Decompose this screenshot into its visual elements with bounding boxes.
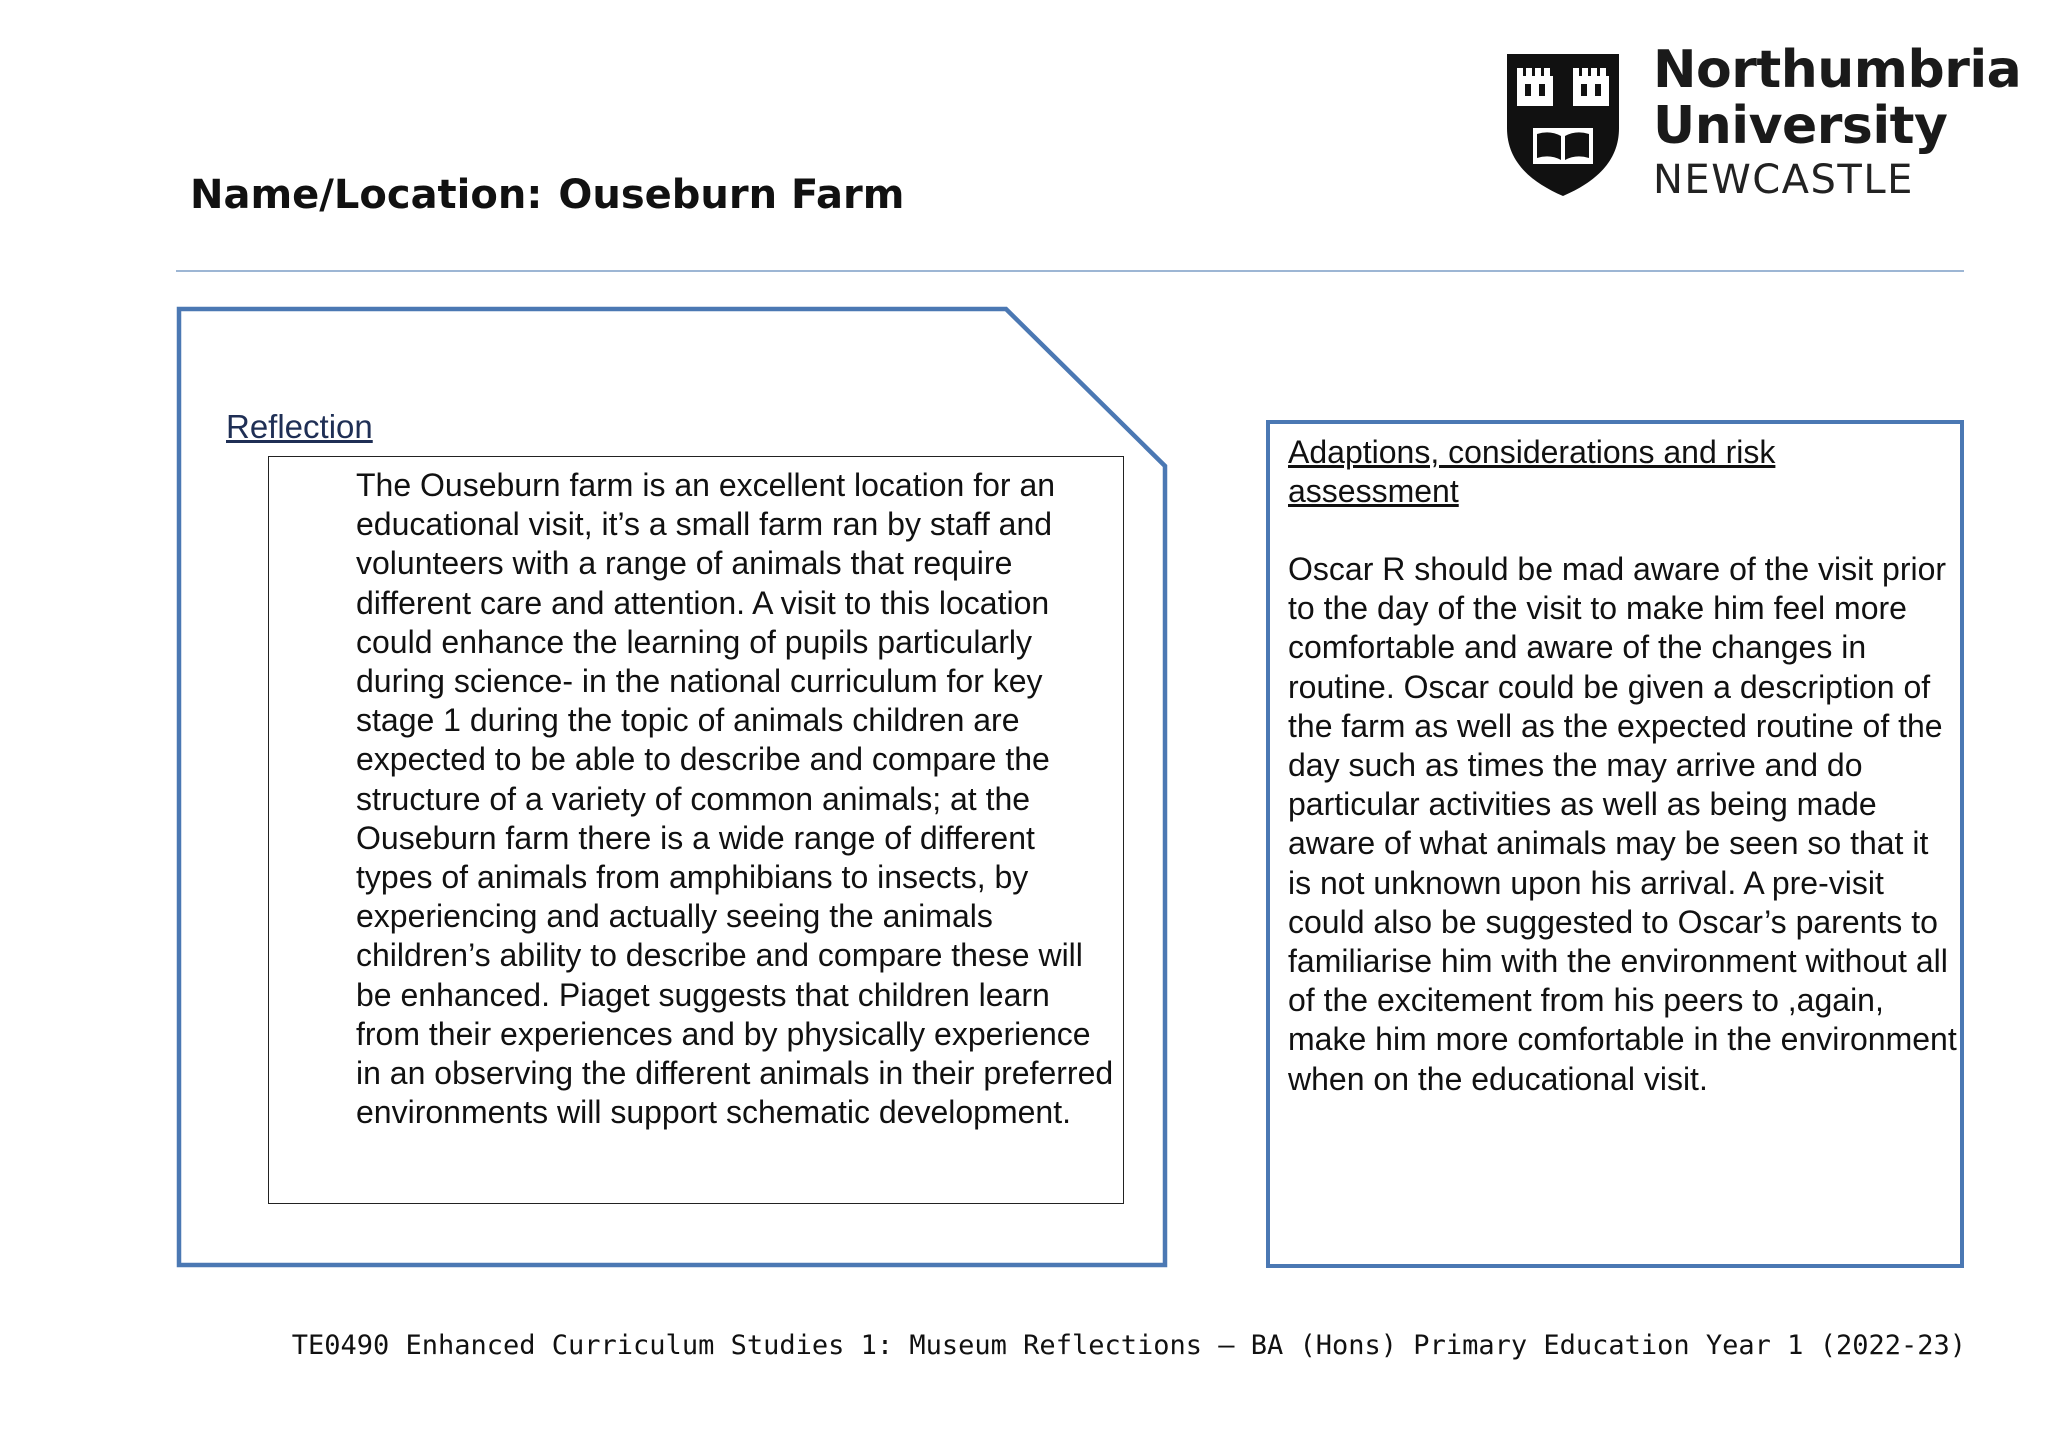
university-logo bbox=[1503, 40, 2022, 203]
logo-line1: Northumbria bbox=[1653, 40, 2022, 100]
logo-line2: University bbox=[1653, 96, 1948, 156]
adaptions-text: Oscar R should be mad aware of the visit prior to the day of the visit to make him feel more comfortable and aware of the changes in routine. Oscar could be given a description of the farm as well as the expected routine of the day such as times the may arrive and do particular activities as well as being made aware of what animals may be seen so that it is not unknown upon his arrival. A pre-visit could also be suggested to Oscar’s parents to familiarise him with the environment without all of the excitement from his peers to ,again, make him more comfortable in the environment when on the educational visit. bbox=[1288, 551, 1957, 1097]
logo-wordmark bbox=[1653, 42, 2021, 206]
logo-line3: NEWCASTLE bbox=[1653, 157, 1914, 203]
title-value: Ouseburn Farm bbox=[558, 172, 905, 218]
castle-shield-icon bbox=[1503, 50, 1623, 198]
adaptions-heading: Adaptions, considerations and risk assessment bbox=[1288, 434, 1776, 510]
reflection-text: The Ouseburn farm is an excellent location for an educational visit, it’s a small farm ran by staff and volunteers with a range of animals that require different care and attention. A visit to this location could enhance the learning of pupils particularly during science- in the national curriculum for key stage 1 during the topic of animals children are expected to be able to describe and compare the structure of a variety of common animals; at the Ouseburn farm there is a wide range of different types of animals from amphibians to insects, by experiencing and actually seeing the animals children’s ability to describe and compare these will be enhanced. Piaget suggests that children learn from their experiences and by physically experience in an observing the different animals in their preferred environments will support schematic development. bbox=[356, 467, 1114, 1131]
page-title bbox=[190, 172, 904, 218]
header-divider bbox=[176, 270, 1964, 272]
footer-text: TE0490 Enhanced Curriculum Studies 1: Museum Reflections – BA (Hons) Primary Education Year 1 (2022-23) bbox=[291, 1330, 1966, 1361]
title-label: Name/Location: bbox=[190, 172, 543, 218]
reflection-heading: Reflection bbox=[226, 408, 373, 445]
